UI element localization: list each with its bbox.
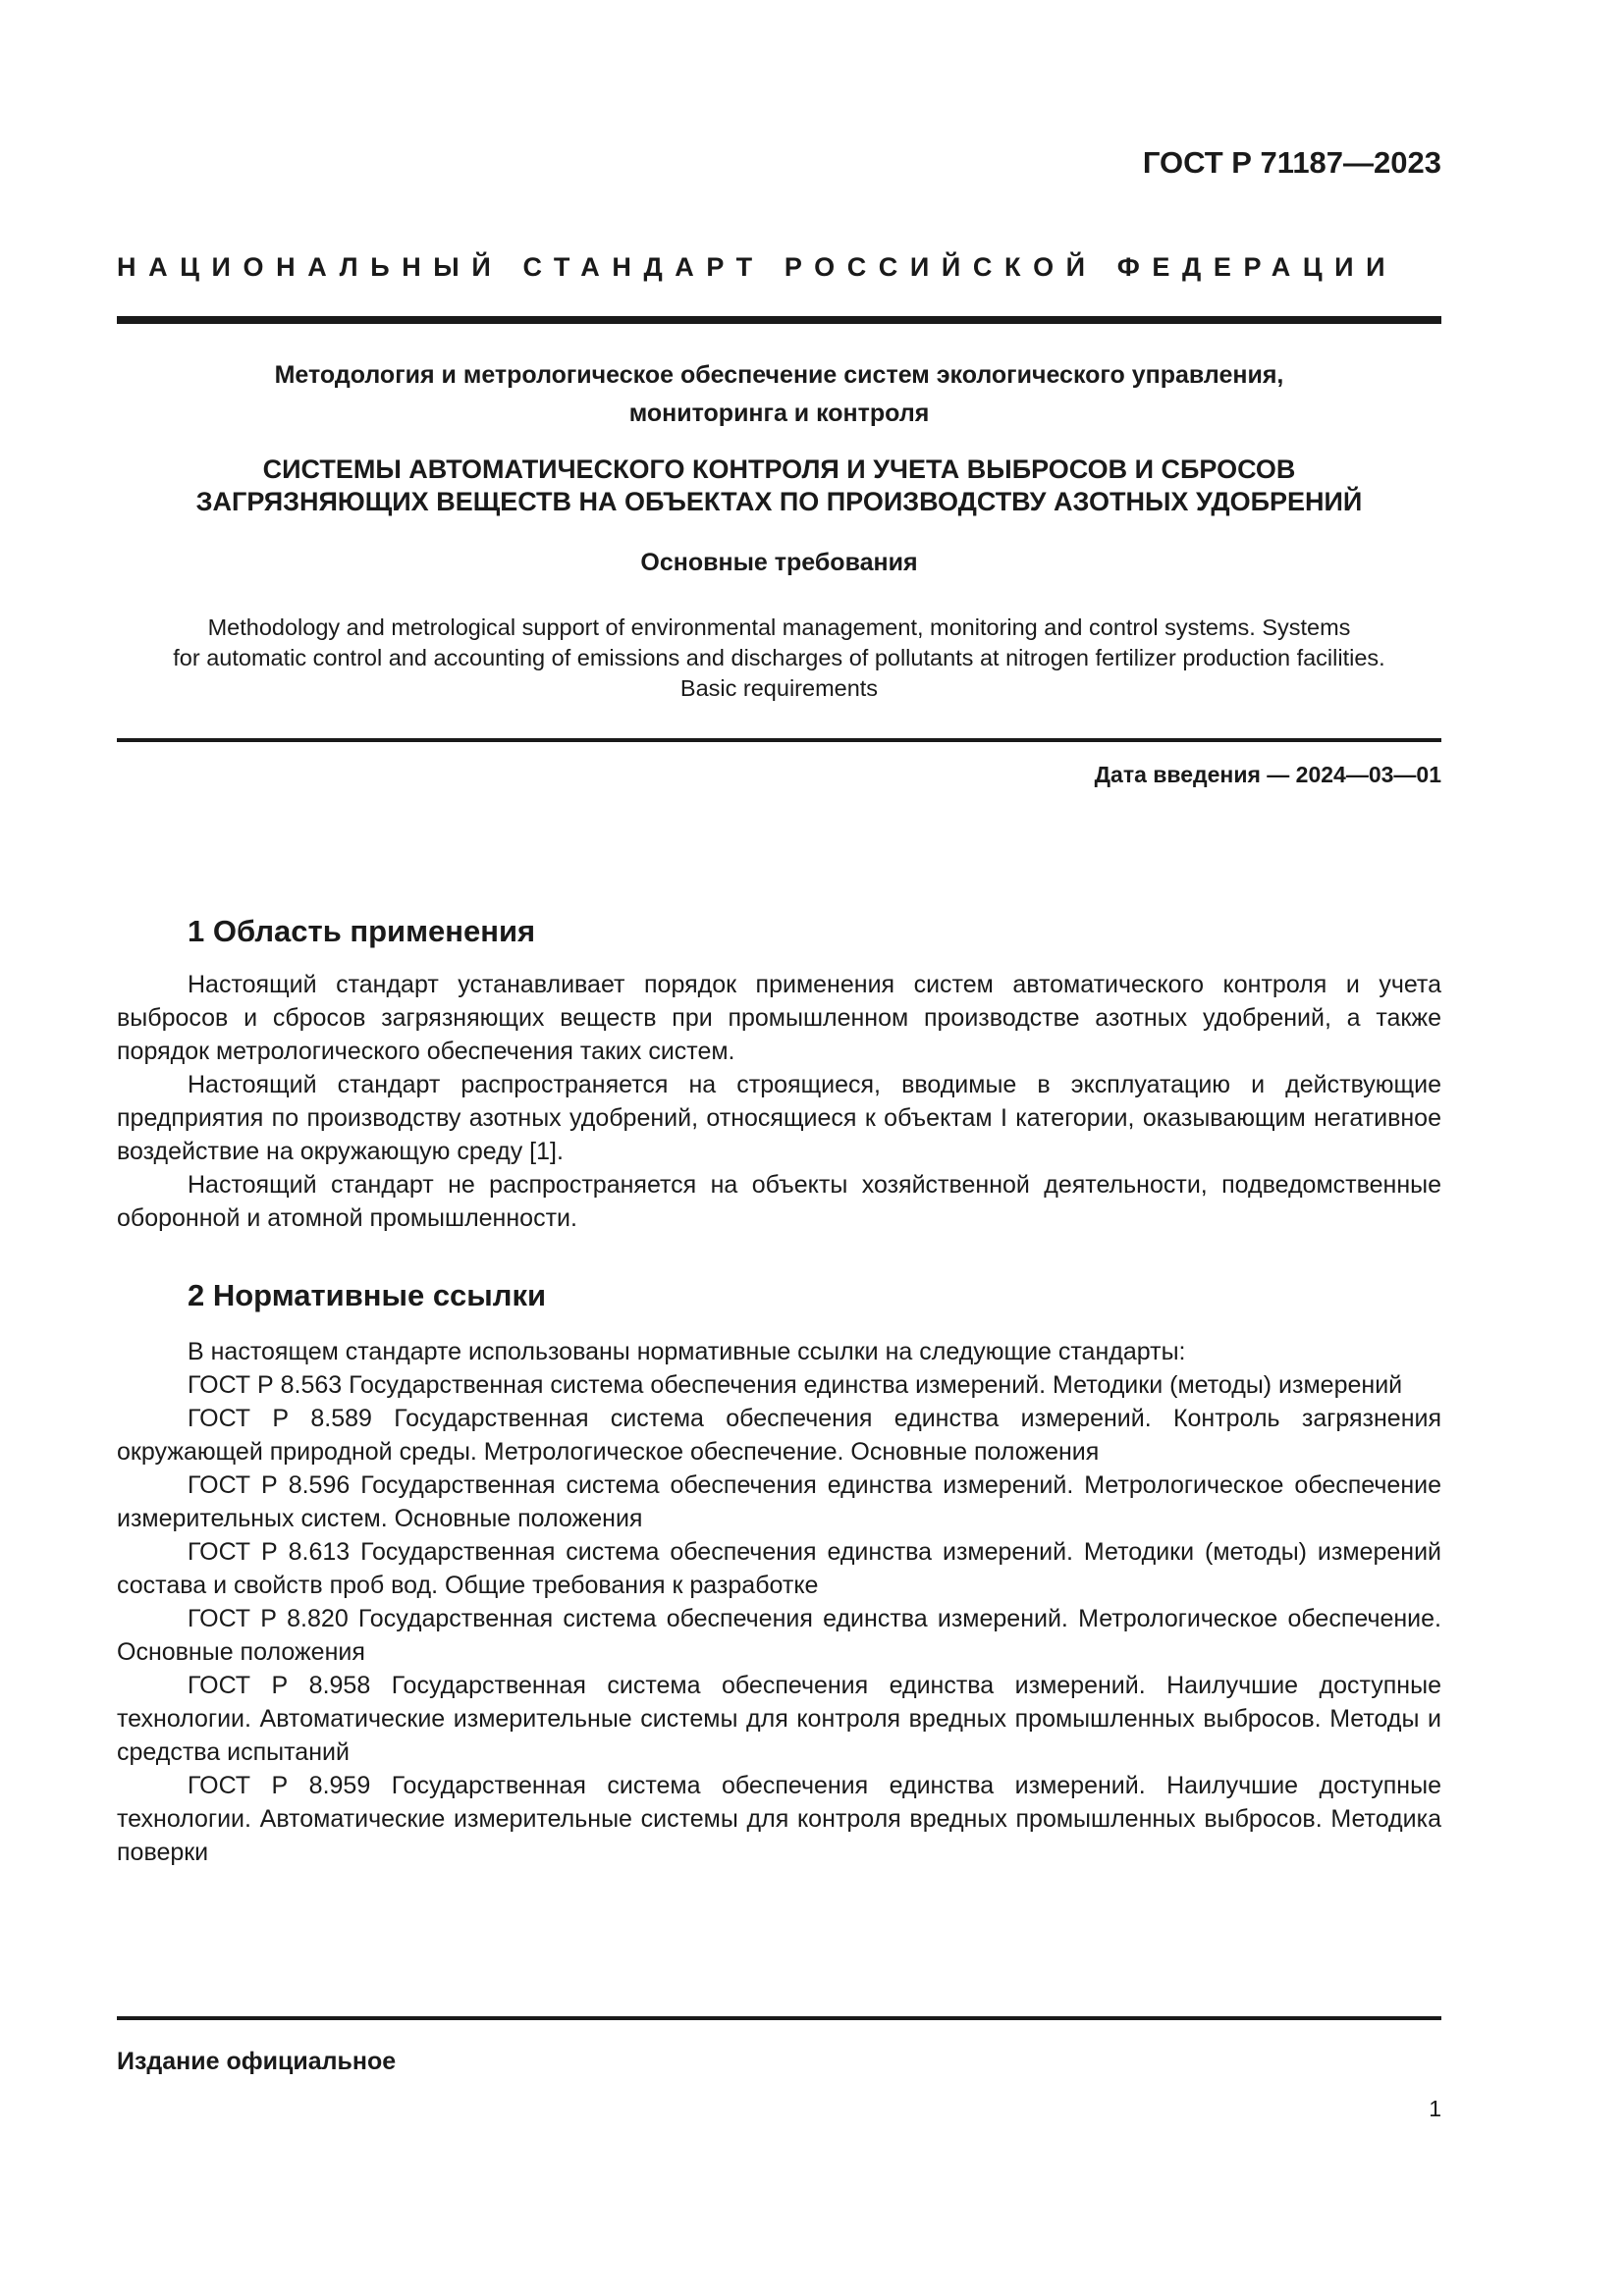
paragraph: Настоящий стандарт устанавливает порядок применения систем автоматического контроля и учета выбросов и сбросов загрязняющих веществ при промышленном производстве азотных удобрений, а также порядок метрологического обеспечения таких систем. — [117, 971, 1441, 1065]
reference-item: ГОСТ Р 8.563 Государственная система обеспечения единства измерений. Методики (методы) измерений — [188, 1371, 1403, 1399]
reference-item: ГОСТ Р 8.820 Государственная система обеспечения единства измерений. Метрологическое обеспечение. Основные положения — [117, 1605, 1441, 1666]
reference-item: ГОСТ Р 8.613 Государственная система обеспечения единства измерений. Методики (методы) измерений состава и свойств проб вод. Общие требования к разработке — [117, 1538, 1441, 1599]
english-title-line: for automatic control and accounting of emissions and discharges of pollutants at nitrogen fertilizer production facilities. — [173, 645, 1385, 670]
title-line: СИСТЕМЫ АВТОМАТИЧЕСКОГО КОНТРОЛЯ И УЧЕТА ВЫБРОСОВ И СБРОСОВ — [262, 454, 1296, 484]
page-number: 1 — [1429, 2096, 1441, 2121]
section-1-heading: 1 Область применения — [188, 914, 536, 948]
basic-requirements-label: Основные требования — [640, 549, 918, 576]
reference-item: ГОСТ Р 8.589 Государственная система обеспечения единства измерений. Контроль загрязнения окружающей природной среды. Метрологическое обеспечение. Основные положения — [117, 1405, 1441, 1466]
reference-item: ГОСТ Р 8.959 Государственная система обеспечения единства измерений. Наилучшие доступные технологии. Автоматические измерительные системы для контроля вредных промышленных выбросов. Методика поверки — [117, 1772, 1441, 1866]
gost-number: ГОСТ Р 71187—2023 — [1142, 145, 1441, 180]
english-title-line: Basic requirements — [679, 675, 879, 701]
english-title — [117, 613, 1441, 704]
footer-divider — [117, 2016, 1441, 2020]
section-2-heading: 2 Нормативные ссылки — [188, 1278, 547, 1312]
title-line: ЗАГРЯЗНЯЮЩИХ ВЕЩЕСТВ НА ОБЪЕКТАХ ПО ПРОИЗВОДСТВУ АЗОТНЫХ УДОБРЕНИЙ — [195, 487, 1363, 516]
document-subtitle — [117, 356, 1441, 433]
section-2-body — [117, 1335, 1441, 1869]
section-1-body — [117, 968, 1441, 1235]
national-standard-banner: НАЦИОНАЛЬНЫЙ СТАНДАРТ РОССИЙСКОЙ ФЕДЕРАЦИИ — [117, 252, 1398, 282]
edition-label: Издание официальное — [117, 2048, 397, 2075]
introduction-date: Дата введения — 2024—03—01 — [1094, 762, 1441, 787]
reference-item: ГОСТ Р 8.958 Государственная система обеспечения единства измерений. Наилучшие доступные технологии. Автоматические измерительные системы для контроля вредных промышленных выбросов. Методы и средства испытаний — [117, 1672, 1441, 1766]
paragraph: Настоящий стандарт не распространяется на объекты хозяйственной деятельности, подведомственные оборонной и атомной промышленности. — [117, 1171, 1441, 1232]
paragraph: Настоящий стандарт распространяется на строящиеся, вводимые в эксплуатацию и действующие предприятия по производству азотных удобрений, относящиеся к объектам I категории, оказывающим негативное воздействие на окружающую среду [1]. — [117, 1071, 1441, 1165]
references-intro: В настоящем стандарте использованы нормативные ссылки на следующие стандарты: — [188, 1338, 1186, 1365]
document-title — [117, 454, 1441, 518]
subtitle-line: Методология и метрологическое обеспечение систем экологического управления, — [274, 361, 1284, 389]
title-divider — [117, 738, 1441, 742]
english-title-line: Methodology and metrological support of environmental management, monitoring and control systems. Systems — [207, 614, 1351, 640]
subtitle-line: мониторинга и контроля — [628, 400, 930, 427]
reference-item: ГОСТ Р 8.596 Государственная система обеспечения единства измерений. Метрологическое обеспечение измерительных систем. Основные положения — [117, 1471, 1441, 1532]
header-divider — [117, 316, 1441, 324]
